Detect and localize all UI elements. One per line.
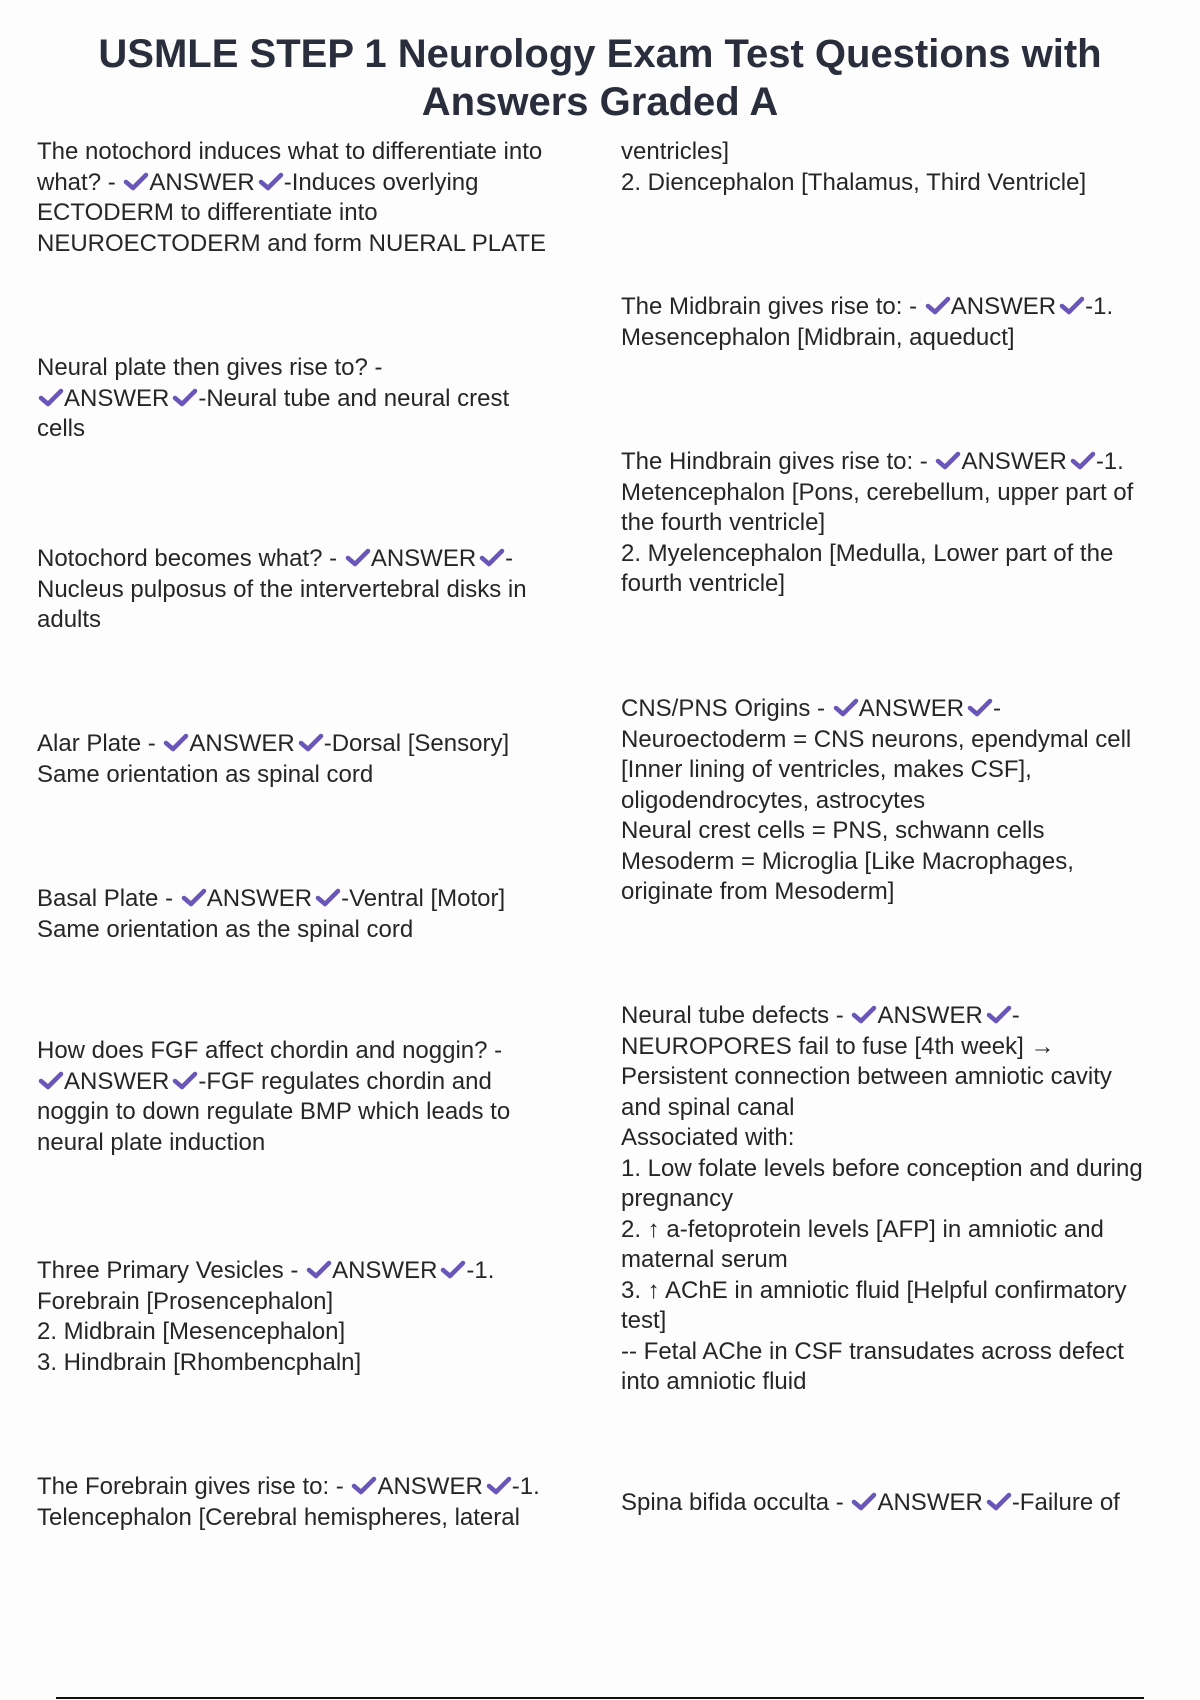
- answer-text: originate from Mesoderm]: [621, 878, 895, 905]
- answer-text: Metencephalon [Pons, cerebellum, upper part of: [621, 478, 1134, 506]
- qa-neural-plate: [37, 353, 509, 445]
- answer-text: Same orientation as spinal cord: [37, 760, 374, 788]
- answer-label: ANSWER: [950, 293, 1057, 320]
- answer-text: ventricles]: [621, 138, 730, 165]
- checkmark-icon: [439, 1258, 466, 1280]
- answer-text: fourth ventricle]: [621, 570, 786, 597]
- answer-text: -Dorsal [Sensory]: [323, 730, 510, 757]
- question-text: The Hindbrain gives rise to: -: [621, 448, 935, 475]
- answer-text: maternal serum: [621, 1246, 788, 1273]
- question-text: The Midbrain gives rise to: -: [621, 293, 924, 320]
- answer-text: Persistent connection between amniotic cavity: [621, 1063, 1112, 1090]
- answer-text: adults: [37, 606, 102, 633]
- answer-text: pregnancy: [621, 1185, 734, 1212]
- answer-label: ANSWER: [858, 695, 965, 722]
- answer-label: ANSWER: [206, 885, 313, 912]
- question-text: what? -: [37, 168, 123, 196]
- answer-text: 2. Midbrain [Mesencephalon]: [37, 1318, 346, 1345]
- checkmark-icon: [850, 1490, 877, 1512]
- page-bottom-rule: [56, 1697, 1144, 1699]
- checkmark-icon: [966, 696, 993, 718]
- checkmark-icon: [350, 1474, 377, 1496]
- answer-label: ANSWER: [877, 1002, 983, 1029]
- answer-text: Same orientation as the spinal cord: [37, 915, 414, 943]
- checkmark-icon: [171, 386, 198, 408]
- qa-alar-plate: [37, 729, 509, 790]
- answer-text: -1.: [511, 1473, 540, 1500]
- question-text: The Forebrain gives rise to: -: [37, 1473, 351, 1500]
- qa-notochord-induces: [37, 137, 546, 259]
- qa-forebrain: [37, 1472, 540, 1533]
- answer-label: ANSWER: [377, 1473, 483, 1500]
- checkmark-icon: [934, 449, 961, 471]
- question-text: How does FGF affect chordin and noggin? -: [37, 1037, 503, 1064]
- checkmark-icon: [850, 1003, 877, 1025]
- answer-text: Mesoderm = Microglia [Like Macrophages,: [621, 847, 1074, 875]
- checkmark-icon: [832, 696, 859, 718]
- answer-text: the fourth ventricle]: [621, 509, 826, 536]
- answer-text: -Ventral [Motor]: [341, 885, 506, 912]
- checkmark-icon: [985, 1003, 1012, 1025]
- question-text: Alar Plate -: [37, 730, 163, 757]
- answer-text: -1.: [1095, 448, 1124, 475]
- qa-spina-bifida-occulta: [621, 1488, 1120, 1519]
- qa-primary-vesicles: [37, 1256, 494, 1378]
- question-text: Three Primary Vesicles -: [37, 1257, 306, 1284]
- answer-label: ANSWER: [64, 1067, 170, 1095]
- question-text: The notochord induces what to differentiate into: [37, 138, 543, 165]
- question-text: Neural tube defects -: [621, 1002, 851, 1029]
- answer-text: 1. Low folate levels before conception and during: [621, 1154, 1143, 1182]
- answer-text: cells: [37, 415, 86, 442]
- answer-text: [Inner lining of ventricles, makes CSF],: [621, 756, 1032, 783]
- qa-hindbrain: [621, 447, 1133, 600]
- answer-text: -: [1011, 1002, 1020, 1029]
- answer-text: 2. Myelencephalon [Medulla, Lower part of the: [621, 539, 1114, 567]
- answer-text: 3. ↑ AChE in amniotic fluid [Helpful confirmatory: [621, 1276, 1127, 1304]
- answer-text: Forebrain [Prosencephalon]: [37, 1287, 334, 1315]
- answer-text: Telencephalon [Cerebral hemispheres, lateral: [37, 1503, 520, 1531]
- answer-text: -Neural tube and neural crest: [198, 384, 510, 412]
- answer-text: -Induces overlying: [283, 168, 479, 196]
- answer-label: ANSWER: [370, 545, 477, 572]
- answer-label: ANSWER: [961, 448, 1067, 475]
- answer-text: -: [993, 695, 1002, 722]
- qa-cns-pns-origins: [621, 694, 1131, 908]
- answer-text: neural plate induction: [37, 1128, 266, 1156]
- answer-label: ANSWER: [189, 730, 295, 757]
- answer-text: and spinal canal: [621, 1093, 795, 1121]
- checkmark-icon: [1069, 449, 1096, 471]
- answer-text: Neuroectoderm = CNS neurons, ependymal cell: [621, 725, 1132, 753]
- checkmark-icon: [924, 294, 951, 316]
- qa-notochord-becomes: [37, 544, 527, 636]
- checkmark-icon: [180, 886, 207, 908]
- question-text: Basal Plate -: [37, 885, 180, 912]
- document-title: [40, 30, 1160, 126]
- answer-text: into amniotic fluid: [621, 1368, 807, 1395]
- answer-text: ECTODERM to differentiate into: [37, 199, 378, 226]
- checkmark-icon: [985, 1490, 1012, 1512]
- checkmark-icon: [171, 1069, 198, 1091]
- checkmark-icon: [314, 886, 341, 908]
- answer-text: -: [505, 545, 514, 572]
- answer-text: -FGF regulates chordin and: [198, 1067, 492, 1095]
- question-text: Spina bifida occulta -: [621, 1489, 851, 1516]
- answer-text: -- Fetal AChe in CSF transudates across defect: [621, 1337, 1124, 1365]
- answer-text: Neural crest cells = PNS, schwann cells: [621, 817, 1045, 844]
- answer-label: ANSWER: [64, 384, 170, 412]
- qa-midbrain: [621, 292, 1113, 353]
- answer-text: NEUROPORES fail to fuse [4th week] →: [621, 1032, 1055, 1060]
- answer-text: Associated with:: [621, 1124, 795, 1151]
- checkmark-icon: [257, 170, 284, 192]
- qa-forebrain-continued: [621, 137, 1086, 198]
- answer-text: noggin to down regulate BMP which leads to: [37, 1098, 511, 1125]
- checkmark-icon: [122, 170, 149, 192]
- title-line-2: Answers Graded A: [421, 80, 779, 124]
- checkmark-icon: [1058, 294, 1085, 316]
- answer-text: oligodendrocytes, astrocytes: [621, 786, 926, 814]
- answer-label: ANSWER: [149, 168, 255, 196]
- checkmark-icon: [485, 1474, 512, 1496]
- qa-basal-plate: [37, 884, 505, 945]
- checkmark-icon: [162, 731, 189, 753]
- checkmark-icon: [478, 546, 505, 568]
- question-text: Notochord becomes what? -: [37, 545, 344, 572]
- answer-text: 3. Hindbrain [Rhombencphaln]: [37, 1348, 362, 1376]
- answer-label: ANSWER: [877, 1489, 983, 1516]
- checkmark-icon: [297, 731, 324, 753]
- answer-text: 2. ↑ a-fetoprotein levels [AFP] in amniotic and: [621, 1215, 1104, 1243]
- answer-text: Mesencephalon [Midbrain, aqueduct]: [621, 323, 1015, 351]
- answer-text: NEUROECTODERM and form NUERAL PLATE: [37, 229, 547, 257]
- answer-text: -1.: [466, 1257, 495, 1284]
- checkmark-icon: [37, 1069, 64, 1091]
- answer-text: 2. Diencephalon [Thalamus, Third Ventricle]: [621, 168, 1087, 196]
- qa-neural-tube-defects: [621, 1001, 1143, 1398]
- checkmark-icon: [344, 546, 371, 568]
- question-text: Neural plate then gives rise to? -: [37, 354, 383, 381]
- answer-text: Nucleus pulposus of the intervertebral disks in: [37, 575, 527, 603]
- answer-label: ANSWER: [332, 1257, 438, 1284]
- qa-fgf-chordin-noggin: [37, 1036, 510, 1158]
- title-line-1: USMLE STEP 1 Neurology Exam Test Questions with: [98, 32, 1102, 76]
- answer-text: test]: [621, 1307, 667, 1334]
- checkmark-icon: [305, 1258, 332, 1280]
- answer-text: -Failure of: [1011, 1489, 1120, 1516]
- checkmark-icon: [37, 386, 64, 408]
- question-text: CNS/PNS Origins -: [621, 695, 832, 722]
- answer-text: -1.: [1085, 293, 1114, 320]
